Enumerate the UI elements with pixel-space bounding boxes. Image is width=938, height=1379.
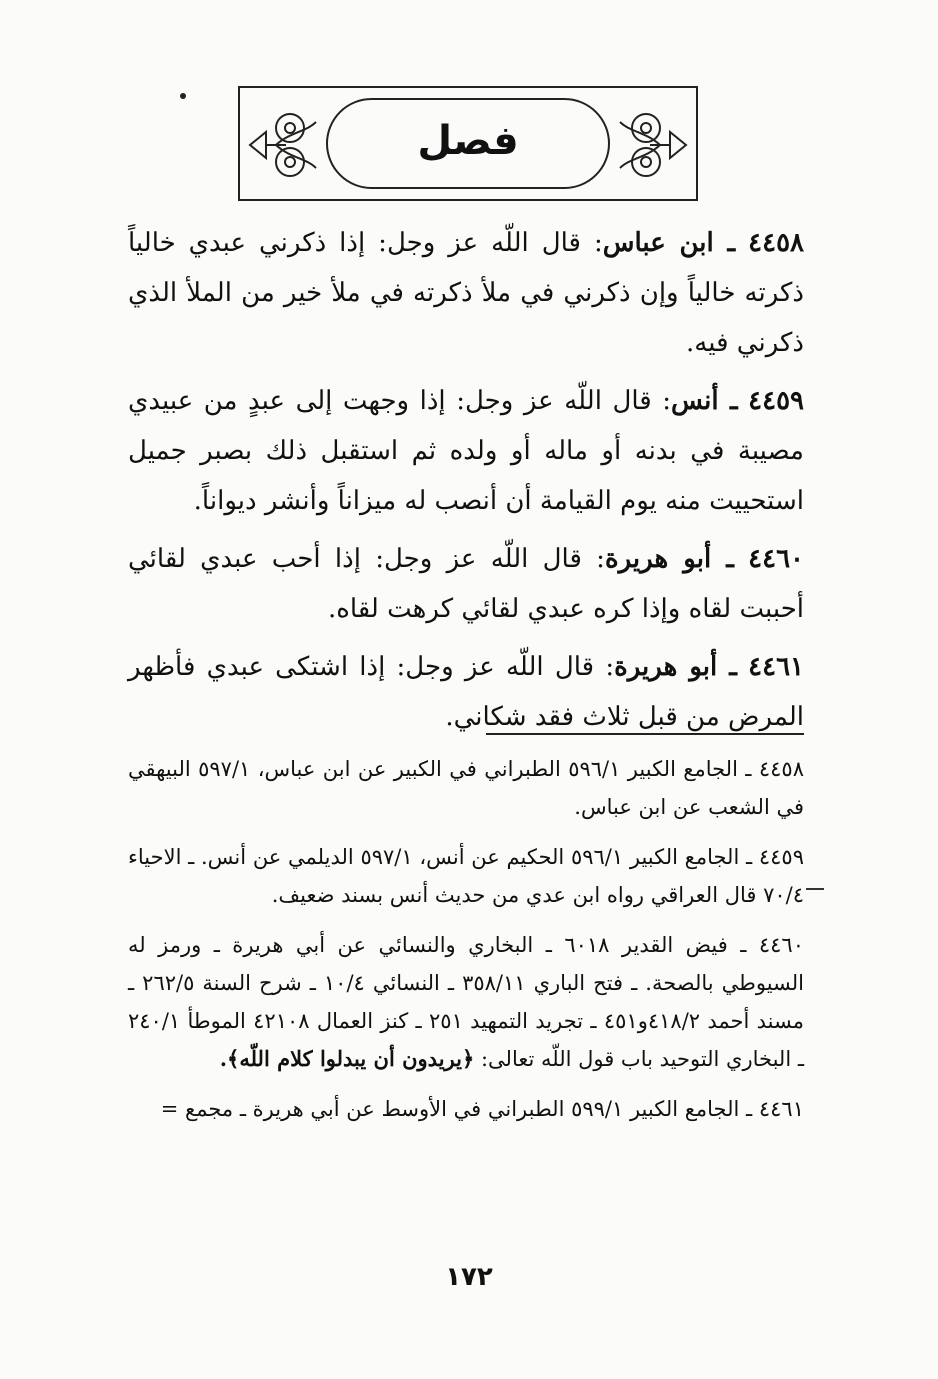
entry-number: ٤٤٥٩ <box>748 386 805 416</box>
hadith-entry: ٤٤٥٨ ـ ابن عباس: قال اللّه عز وجل: إذا ذكرني عبدي خالياً ذكرته خالياً وإن ذكرني في ملأ ذكرته في ملأ خير من الملأ الذي ذكرني فيه. <box>128 228 805 358</box>
entry-number: ٤٤٦٠ <box>748 544 804 574</box>
narrator: أبو هريرة <box>604 544 712 574</box>
footnote-number: ٤٤٦١ <box>758 1097 804 1121</box>
footnote-text: ـ الجامع الكبير ٥٩٦/١ الحكيم عن أنس، ٥٩٧/١ الديلمي عن أنس. ـ الاحياء ٧٠/٤ قال العراقي رواه ابن عدي من حديث أنس بسند ضعيف. <box>128 845 804 907</box>
footnote-number: ٤٤٥٩ <box>758 845 804 869</box>
footnote-text: ـ الجامع الكبير ٥٩٩/١ الطبراني في الأوسط عن أبي هريرة ـ مجمع = <box>160 1097 753 1121</box>
footnote <box>128 838 804 914</box>
chapter-title: فصل <box>417 118 519 164</box>
footnote <box>128 750 804 826</box>
footnotes <box>128 750 804 1140</box>
footnote-number: ٤٤٥٨ <box>758 757 804 781</box>
hadith-text: : قال اللّه عز وجل: إذا أحب عبدي لقائي أحببت لقاه وإذا كره عبدي لقائي كرهت لقاه. <box>128 544 804 624</box>
chapter-header-frame <box>238 86 698 201</box>
page-dot <box>180 93 186 99</box>
hadith-entry: ٤٤٦١ ـ أبو هريرة: قال اللّه عز وجل: إذا اشتكى عبدي فأظهر المرض من قبل ثلاث فقد شكاني. <box>128 652 804 732</box>
hadith-text: : قال اللّه عز وجل: إذا اشتكى عبدي فأظهر المرض من قبل ثلاث فقد شكاني. <box>128 652 804 732</box>
footnote-text: ـ الجامع الكبير ٥٩٦/١ الطبراني في الكبير عن ابن عباس، ٥٩٧/١ البيهقي في الشعب عن ابن عباس. <box>128 757 804 819</box>
narrator: أنس <box>671 386 719 416</box>
footnote-number: ٤٤٦٠ <box>758 933 804 957</box>
hadith-entry: ٤٤٥٩ ـ أنس: قال اللّه عز وجل: إذا وجهت إلى عبدٍ من عبيدي مصيبة في بدنه أو ماله أو ولده ثم استقبل ذلك بصبر جميل استحييت منه يوم القيامة أن أنصب له ميزاناً وأنشر ديواناً. <box>128 386 805 516</box>
footnote-divider <box>486 733 804 735</box>
right-ornament-icon <box>612 102 690 188</box>
footnote-text: ـ فيض القدير ٦٠١٨ ـ البخاري والنسائي عن أبي هريرة ـ ورمز له السيوطي بالصحة. ـ فتح الباري ٣٥٨/١١ ـ النسائي ١٠/٤ ـ شرح السنة ٢٦٢/٥ ـ مسند أحمد ٤١٨/٢و٤٥١ ـ تجريد التمهيد ٢٥١ ـ كنز العمال ٤٢١٠٨ الموطأ ٢٤٠/١ ـ البخاري التوحيد باب قول اللّه تعالى: <box>128 933 805 1071</box>
chapter-title-cartouche <box>326 98 610 189</box>
narrator: ابن عباس <box>602 228 714 258</box>
hadith-entry: ٤٤٦٠ ـ أبو هريرة: قال اللّه عز وجل: إذا أحب عبدي لقائي أحببت لقاه وإذا كره عبدي لقائي كرهت لقاه. <box>128 544 804 624</box>
hadith-text: : قال اللّه عز وجل: إذا وجهت إلى عبدٍ من عبيدي مصيبة في بدنه أو ماله أو ولده ثم استقبل ذلك بصبر جميل استحييت منه يوم القيامة أن أنصب له ميزاناً وأنشر ديواناً. <box>128 386 804 516</box>
entry-number: ٤٤٥٨ <box>748 228 805 258</box>
quran-quote: ﴿يريدون أن يبدلوا كلام اللّه﴾. <box>219 1046 475 1071</box>
hadith-body <box>128 218 804 750</box>
footnote <box>128 1090 804 1128</box>
narrator: أبو هريرة <box>614 652 718 682</box>
hadith-text: : قال اللّه عز وجل: إذا ذكرني عبدي خالياً ذكرته خالياً وإن ذكرني في ملأ ذكرته في ملأ خير من الملأ الذي ذكرني فيه. <box>128 228 804 358</box>
margin-dash <box>806 888 824 890</box>
left-ornament-icon <box>246 102 324 188</box>
page-number: ١٧٢ <box>445 1262 493 1292</box>
footnote <box>128 926 804 1078</box>
entry-number: ٤٤٦١ <box>748 652 804 682</box>
